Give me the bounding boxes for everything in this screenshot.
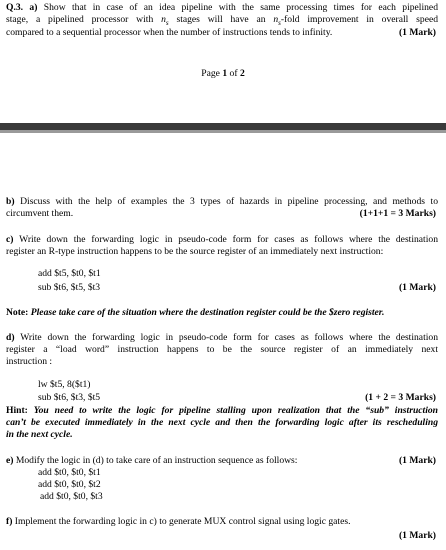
qd-line-1: d) Write down the forwarding logic in pseudo-code form for cases as follows where the destination	[6, 332, 438, 343]
q3a-text-1: Show that in case of an idea pipeline with the same processing times for each pipelined	[43, 2, 438, 13]
qc-code-line-1: add $t5, $t0, $t1	[38, 268, 101, 279]
qd-hint-line-3: in the next cycle.	[6, 429, 73, 440]
qd-hint-line-1: Hint: You need to write the logic for pipeline stalling upon realization that the “sub” instruction	[6, 405, 438, 416]
q3a-label: Q.3. a)	[6, 2, 38, 13]
qc-code-line-2: sub $t6, $t5, $t3	[38, 282, 101, 293]
qc-marks: (1 Mark)	[398, 282, 436, 293]
page-separator-light	[0, 130, 446, 133]
page-footer: Page 1 of 2	[201, 68, 245, 79]
qd-label: d)	[6, 332, 15, 343]
q3a-line-3: compared to a sequential processor when the number of instructions tends to infinity.	[6, 27, 333, 38]
qc-line-2: register an R-type instruction happens to be the source register of an immediately next instruction:	[6, 246, 384, 257]
qe-code-line-2: add $t0, $t0, $t2	[38, 479, 101, 490]
qb-label: b)	[6, 196, 15, 207]
qb-line-1: b) Discuss with the help of examples the 3 types of hazards in pipeline processing, and methods to	[6, 196, 438, 207]
qd-hint-line-2: can’t be executed immediately in the next cycle and then the forwarding logic after its rescheduling	[6, 417, 438, 428]
qf-line-1: f) Implement the forwarding logic in c) to generate MUX control signal using logic gates.	[6, 516, 351, 527]
qd-line-2: register a “load word” instruction happens to be the source register of an immediately next	[6, 344, 438, 355]
qe-code-line-1: add $t0, $t0, $t1	[38, 467, 101, 478]
q3a-line-2: stage, a pipelined processor with $n_s$ stages will have an $n_s$-fold improvement in overall speed	[6, 14, 439, 27]
qf-label: f)	[6, 516, 13, 527]
q3a-line-1	[6, 2, 438, 14]
page-separator-dark	[0, 123, 446, 130]
qd-marks: (1 + 2 = 3 Marks)	[365, 392, 436, 403]
qd-code-line-2: sub $t6, $t3, $t5	[38, 392, 101, 403]
qc-line-1: c) Write down the forwarding logic in pseudo-code form for cases as follows where the destination	[6, 234, 438, 245]
q3a-marks: (1 Mark)	[398, 27, 436, 38]
qb-marks: (1+1+1 = 3 Marks)	[359, 208, 436, 219]
qd-line-3: instruction :	[6, 356, 53, 367]
qb-line-2: circumvent them.	[6, 208, 74, 219]
qf-marks: (1 Mark)	[398, 530, 436, 541]
qe-marks: (1 Mark)	[398, 455, 436, 466]
qe-code-line-3: add $t0, $t0, $t3	[40, 491, 103, 502]
qe-line-1: e) Modify the logic in (d) to take care of an instruction sequence as follows:	[6, 455, 298, 466]
qd-code-line-1: lw $t5, 8($t1)	[38, 379, 91, 390]
qc-note: Note: Please take care of the situation where the destination register could be the $zero register.	[6, 307, 385, 318]
qc-label: c)	[6, 234, 14, 245]
qe-label: e)	[6, 455, 14, 466]
